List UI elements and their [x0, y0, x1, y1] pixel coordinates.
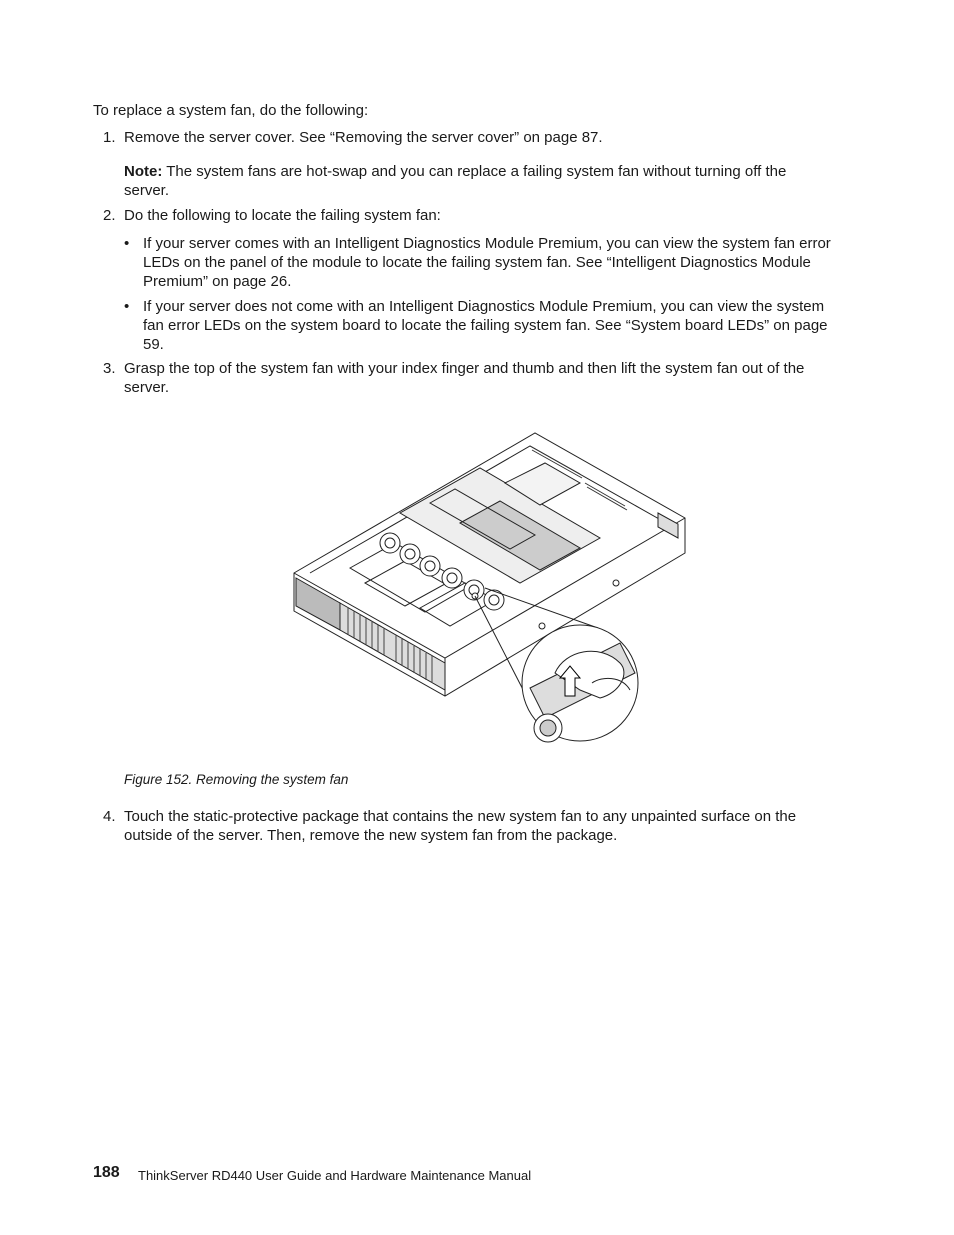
intro-text: To replace a system fan, do the following:: [93, 102, 369, 119]
note-label: Note:: [124, 163, 163, 180]
step-text: Remove the server cover. See “Removing the server cover” on page 87.: [124, 129, 603, 146]
figure-caption: Figure 152. Removing the system fan: [124, 772, 349, 787]
step-text: Do the following to locate the failing system fan:: [124, 207, 441, 224]
step-number: 4.: [103, 808, 116, 825]
bullet-text: If your server does not come with an Intelligent Diagnostics Module Premium, you can view the system fan error LEDs on the system board to locate the failing system fan. See “System board LEDs” on page 59.: [143, 298, 828, 353]
note-text: The system fans are hot-swap and you can replace a failing system fan without turning off the server.: [124, 163, 787, 199]
bullet-dot: •: [124, 235, 130, 252]
step-number: 1.: [103, 129, 116, 146]
step-number: 2.: [103, 207, 116, 224]
page-number: 188: [93, 1164, 120, 1181]
bullet-dot: •: [124, 298, 130, 315]
step-text: Touch the static-protective package that contains the new system fan to any unpainted surface on the outside of the server. Then, remove the new system fan from the package.: [124, 808, 797, 844]
server-fan-illustration: [280, 428, 690, 752]
manual-title: ThinkServer RD440 User Guide and Hardware Maintenance Manual: [138, 1168, 532, 1183]
step-text: Grasp the top of the system fan with your index finger and thumb and then lift the system fan out of the server.: [124, 360, 805, 396]
bullet-text: If your server comes with an Intelligent Diagnostics Module Premium, you can view the system fan error LEDs on the panel of the module to locate the failing system fan. See “Intelligent Diagnostics Module Premium” on page 26.: [143, 235, 831, 290]
step-number: 3.: [103, 360, 116, 377]
note: [124, 162, 824, 200]
